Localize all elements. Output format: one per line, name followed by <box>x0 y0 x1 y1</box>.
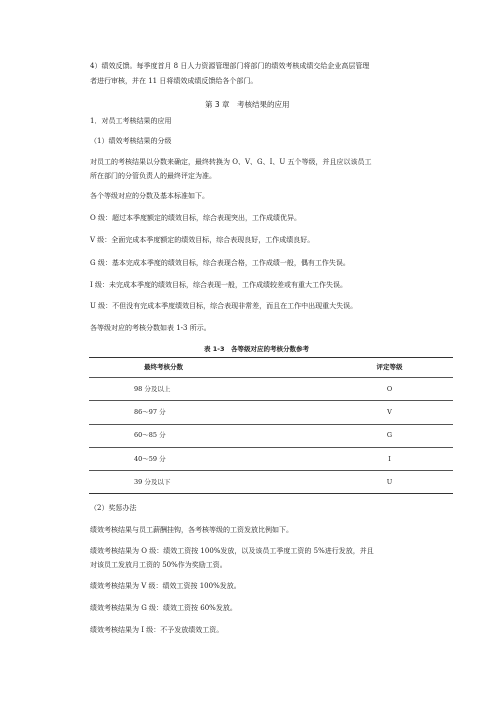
table-row <box>89 401 453 424</box>
table-cell-grade: V <box>326 401 453 424</box>
subsection-heading-2: （2）奖惩办法 <box>90 504 137 512</box>
intro-line-2: 者进行审核，并在 11 日将绩效成绩反馈给各个部门。 <box>90 77 258 85</box>
rule-v: 绩效考核结果为 V 级：绩效工资按 100%发放。 <box>90 582 241 590</box>
chapter-title: 第 3 章 考核结果的应用 <box>205 100 290 109</box>
table-cell-grade: I <box>326 447 453 470</box>
grade-o-description: O 级：超过本季度额定的绩效目标，综合表现突出，工作成绩优异。 <box>90 214 301 222</box>
section-heading-1: 1．对员工考核结果的应用 <box>90 117 172 125</box>
grade-u-description: U 级：不但没有完成本季度绩效目标，综合表现非常差，而且在工作中出现重大失误。 <box>90 302 358 310</box>
grade-i-description: I 级：未完成本季度的绩效目标，综合表现一般，工作成绩较差或有重大工作失误。 <box>90 281 347 289</box>
paragraph-1-line-2: 所在部门的分管负责人的最终评定为准。 <box>90 172 216 180</box>
table-row <box>89 447 453 470</box>
table-header-grade: 评定等级 <box>326 358 453 378</box>
rule-o-line-2: 对该员工发放月工资的 50%作为奖励工资。 <box>90 561 227 569</box>
table-cell-score: 86～97 分 <box>89 401 326 424</box>
paragraph-1-line-1: 对员工的考核结果以分数来确定，最终转换为 O、V、G、I、U 五个等级，并且应以该员工 <box>90 158 372 166</box>
table-caption: 表 1-3 各等级对应的考核分数参考 <box>204 345 310 353</box>
grade-score-table <box>89 357 453 494</box>
paragraph-4: 绩效考核结果与员工薪酬挂钩，各考核等级的工资发放比例如下。 <box>90 526 293 534</box>
table-cell-score: 40～59 分 <box>89 447 326 470</box>
table-row <box>89 471 453 494</box>
table-header-score: 最终考核分数 <box>89 358 326 378</box>
table-row <box>89 424 453 447</box>
intro-line-1: 4）绩效反馈。每季度首月 8 日人力资源管理部门将部门的绩效考核成绩交给企业高层管理 <box>90 62 370 70</box>
paragraph-3: 各等级对应的考核分数如表 1-3 所示。 <box>90 324 211 332</box>
table-cell-grade: G <box>326 424 453 447</box>
paragraph-2: 各个等级对应的分数及基本标准如下。 <box>90 192 209 200</box>
rule-o-line-1: 绩效考核结果为 O 级：绩效工资按 100%发放，以及该员工季度工资的 5%进行发放，并且 <box>90 547 374 555</box>
grade-g-description: G 级：基本完成本季度的绩效目标，综合表现合格，工作成绩一般，偶有工作失误。 <box>90 259 350 267</box>
table-cell-grade: U <box>326 471 453 494</box>
subsection-heading-1: （1）绩效考核结果的分级 <box>90 137 172 145</box>
rule-i: 绩效考核结果为 I 级：不予发放绩效工资。 <box>90 626 224 634</box>
table-cell-score: 98 分及以上 <box>89 378 326 401</box>
table-row <box>89 378 453 401</box>
table-header-row <box>89 358 453 378</box>
rule-g: 绩效考核结果为 G 级：绩效工资按 60%发放。 <box>90 604 237 612</box>
table-cell-grade: O <box>326 378 453 401</box>
table-cell-score: 39 分及以下 <box>89 471 326 494</box>
grade-v-description: V 级：全面完成本季度额定的绩效目标，综合表现良好，工作成绩良好。 <box>90 236 315 244</box>
table-cell-score: 60～85 分 <box>89 424 326 447</box>
